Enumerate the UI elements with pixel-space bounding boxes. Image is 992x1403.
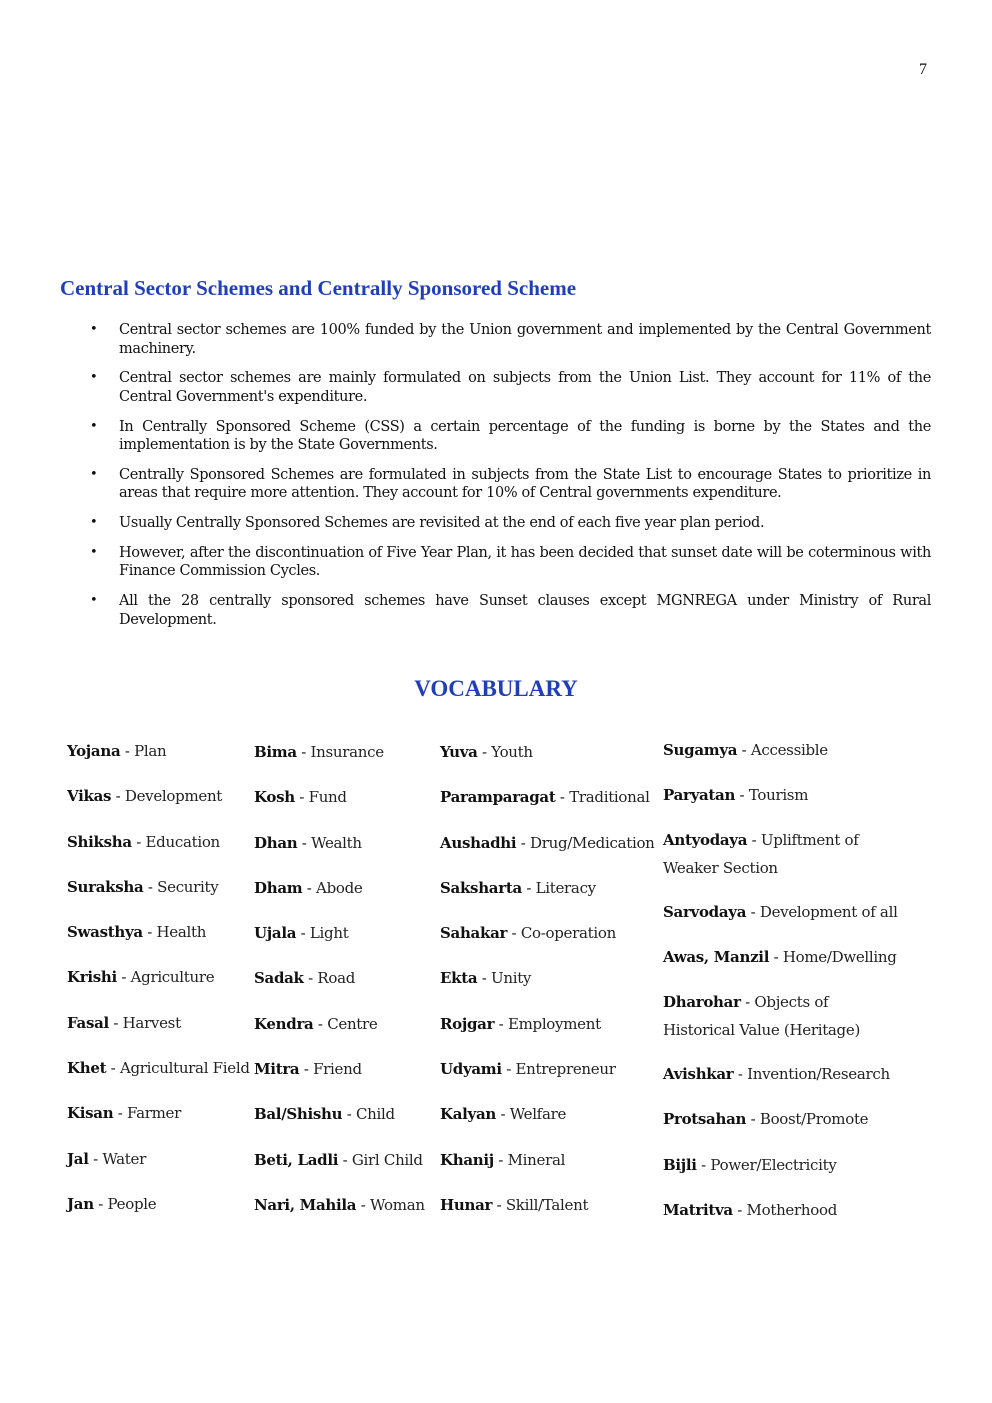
vocab-item: Awas, Manzil - Home/Dwelling	[663, 948, 897, 967]
vocab-column-4	[663, 737, 903, 1242]
vocab-item: Kalyan - Welfare	[440, 1105, 567, 1124]
vocab-item: Kisan - Farmer	[67, 1104, 182, 1123]
bullet-dot-icon: •	[90, 370, 98, 386]
bullet-item: • However, after the discontinuation of Five Year Plan, it has been decided that sunset date will be coterminous with Finance Commission Cycles.	[90, 544, 931, 580]
vocab-item: Ekta - Unity	[440, 969, 532, 988]
vocab-item: Matritva - Motherhood	[663, 1200, 837, 1219]
vocab-item: Vikas - Development	[67, 787, 223, 806]
vocab-item: Mitra - Friend	[254, 1060, 362, 1079]
bullet-dot-icon: •	[90, 593, 98, 609]
vocab-item: Antyodaya - Upliftment of Weaker Section	[663, 831, 859, 877]
vocab-item: Suraksha - Security	[67, 877, 219, 896]
vocab-item: Shiksha - Education	[67, 832, 220, 851]
bullet-dot-icon: •	[90, 418, 98, 434]
page-number: 7	[919, 61, 927, 78]
vocab-item: Bal/Shishu - Child	[254, 1105, 395, 1124]
vocab-item: Jal - Water	[67, 1149, 146, 1168]
vocab-item: Rojgar - Employment	[440, 1014, 601, 1033]
vocab-column-1	[67, 742, 250, 1240]
scheme-bullet-list	[88, 321, 931, 641]
bullet-item: • All the 28 centrally sponsored schemes have Sunset clauses except MGNREGA under Ministry of Rural Development.	[90, 593, 931, 628]
bullet-dot-icon: •	[90, 322, 98, 337]
vocab-item: Swasthya - Health	[67, 923, 207, 942]
vocab-item: Sahakar - Co-operation	[440, 924, 616, 943]
vocab-item: Beti, Ladli - Girl Child	[254, 1150, 423, 1169]
vocab-item: Hunar - Skill/Talent	[440, 1195, 589, 1214]
vocab-item: Paryatan - Tourism	[663, 786, 809, 805]
vocabulary-title: VOCABULARY	[414, 676, 578, 701]
bullet-dot-icon: •	[90, 466, 98, 482]
vocab-item: Kendra - Centre	[254, 1014, 378, 1033]
bullet-dot-icon: •	[90, 515, 98, 531]
section-heading: Central Sector Schemes and Centrally Sponsored Scheme	[60, 276, 577, 300]
vocab-item: Krishi - Agriculture	[67, 968, 215, 987]
bullet-item: • In Centrally Sponsored Scheme (CSS) a certain percentage of the funding is borne by the States and the implementation is by the State Governments.	[90, 418, 931, 454]
vocab-item: Dhan - Wealth	[254, 833, 362, 852]
vocab-item: Saksharta - Literacy	[440, 878, 596, 897]
bullet-item: • Centrally Sponsored Schemes are formulated in subjects from the State List to encourage States to prioritize in areas that require more attention. They account for 10% of Central governments expenditure.	[90, 466, 931, 502]
vocab-item: Khanij - Mineral	[440, 1150, 566, 1169]
vocab-item: Yojana - Plan	[67, 742, 167, 760]
bullet-item: • Usually Centrally Sponsored Schemes are revisited at the end of each five year plan period.	[90, 515, 765, 532]
vocab-item: Udyami - Entrepreneur	[440, 1060, 616, 1079]
vocab-item: Ujala - Light	[254, 924, 349, 943]
bullet-item: • Central sector schemes are mainly formulated on subjects from the Union List. They account for 11% of the Central Government's expenditure.	[90, 370, 931, 405]
bullet-dot-icon: •	[90, 544, 98, 560]
vocab-item: Yuva - Youth	[440, 743, 533, 761]
vocab-item: Sadak - Road	[254, 969, 356, 988]
vocab-item: Paramparagat - Traditional	[440, 788, 650, 807]
vocab-item: Bima - Insurance	[254, 743, 384, 761]
bullet-item: • Central sector schemes are 100% funded by the Union government and implemented by the Central Government machinery.	[90, 322, 931, 357]
vocab-item: Kosh - Fund	[254, 788, 347, 807]
vocab-item: Dharohar - Objects of Historical Value (Heritage)	[663, 993, 860, 1039]
vocab-item: Nari, Mahila - Woman	[254, 1195, 425, 1214]
vocabulary-table	[60, 730, 912, 1227]
vocab-item: Protsahan - Boost/Promote	[663, 1110, 869, 1129]
vocab-column-2	[254, 743, 425, 1241]
vocab-item: Khet - Agricultural Field	[67, 1059, 250, 1078]
vocab-item: Dham - Abode	[254, 878, 363, 897]
vocab-item: Sugamya - Accessible	[663, 741, 828, 759]
vocab-item: Sarvodaya - Development of all	[663, 903, 898, 922]
vocab-item: Aushadhi - Drug/Medication	[440, 833, 655, 852]
vocab-column-3	[440, 743, 655, 1241]
vocab-item: Fasal - Harvest	[67, 1013, 181, 1032]
vocab-item: Jan - People	[67, 1194, 157, 1213]
vocab-item: Bijli - Power/Electricity	[663, 1155, 837, 1174]
vocab-item: Avishkar - Invention/Research	[663, 1065, 890, 1084]
